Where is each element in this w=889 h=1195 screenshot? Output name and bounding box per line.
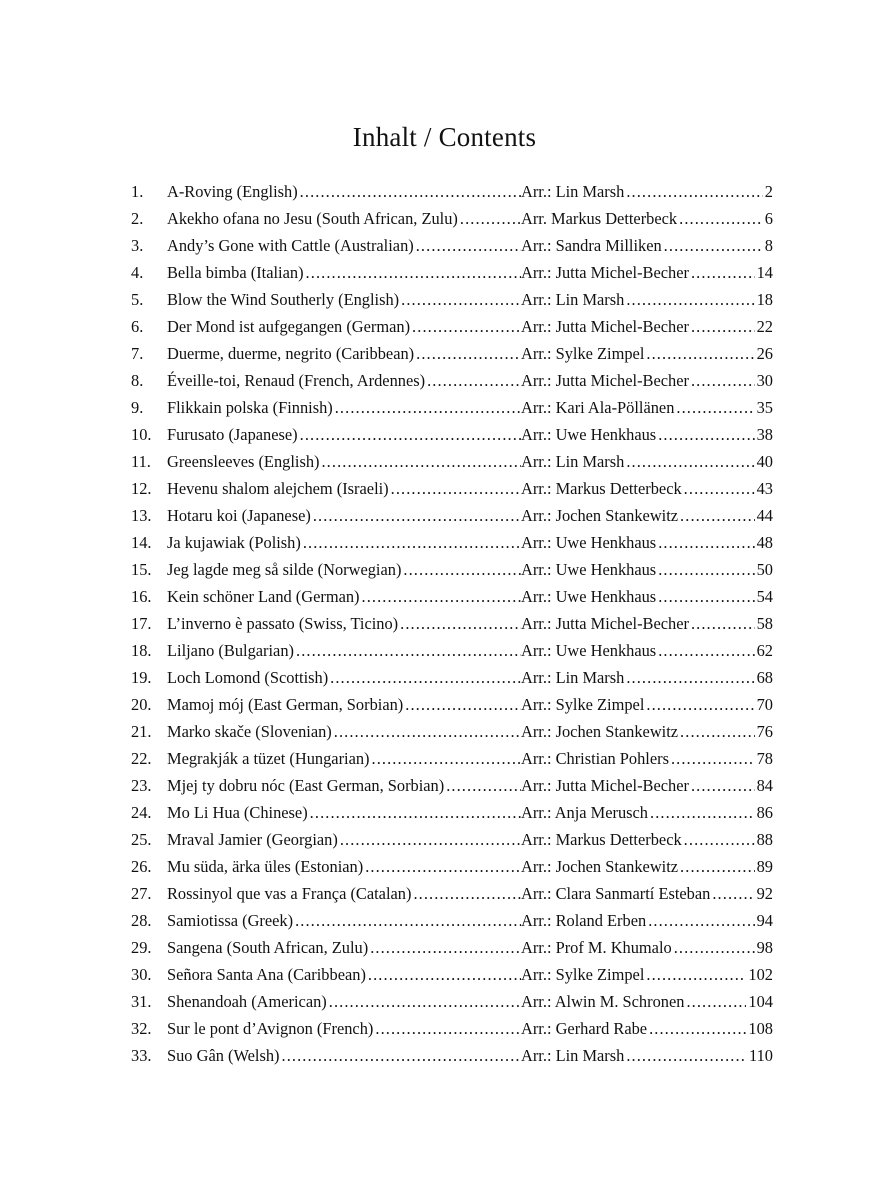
entry-song-cell <box>167 934 521 961</box>
entry-arranger-cell <box>521 961 773 988</box>
leader-dots <box>401 286 521 313</box>
entry-page-number: 86 <box>756 803 773 822</box>
entry-number: 22. <box>131 749 152 768</box>
entry-page-number: 92 <box>756 884 773 903</box>
entry-arranger: Arr.: Jutta Michel-Becher <box>521 259 691 286</box>
toc-entry <box>131 826 773 853</box>
entry-number: 14. <box>131 533 152 552</box>
entry-number: 3. <box>131 236 144 255</box>
entry-arranger-cell <box>521 718 773 745</box>
entry-song-cell <box>167 313 521 340</box>
entry-song-title: Der Mond ist aufgegangen (German) <box>167 313 412 340</box>
entry-arranger: Arr.: Markus Detterbeck <box>521 826 684 853</box>
entry-arranger-cell <box>521 502 773 529</box>
entry-arranger-cell <box>521 772 773 799</box>
entry-song-cell <box>167 880 521 907</box>
entry-song-title: Mo Li Hua (Chinese) <box>167 799 310 826</box>
entry-arranger: Arr.: Kari Ala-Pöllänen <box>521 394 676 421</box>
entry-number: 21. <box>131 722 152 741</box>
leader-dots <box>664 232 763 259</box>
entry-arranger-cell <box>521 313 773 340</box>
entry-song-cell <box>167 826 521 853</box>
entry-number: 33. <box>131 1046 152 1065</box>
entry-number: 24. <box>131 803 152 822</box>
leader-dots <box>340 826 521 853</box>
leader-dots <box>306 259 521 286</box>
entry-arranger-cell <box>521 799 773 826</box>
entry-song-cell <box>167 745 521 772</box>
entry-song-cell <box>167 907 521 934</box>
leader-dots <box>680 718 755 745</box>
entry-song-cell <box>167 583 521 610</box>
toc-entry <box>131 367 773 394</box>
toc-entry <box>131 556 773 583</box>
entry-page-number: 2 <box>764 182 773 201</box>
entry-arranger: Arr.: Jutta Michel-Becher <box>521 313 691 340</box>
toc-entry <box>131 286 773 313</box>
toc-entry <box>131 529 773 556</box>
entry-arranger: Arr.: Sandra Milliken <box>521 232 664 259</box>
toc-entry <box>131 853 773 880</box>
leader-dots <box>375 1015 521 1042</box>
entry-number: 30. <box>131 965 152 984</box>
entry-arranger: Arr.: Uwe Henkhaus <box>521 637 658 664</box>
leader-dots <box>671 745 755 772</box>
leader-dots <box>691 367 755 394</box>
entry-arranger: Arr.: Sylke Zimpel <box>521 961 646 988</box>
entry-arranger: Arr.: Uwe Henkhaus <box>521 529 658 556</box>
entry-song-title: Mamoj mój (East German, Sorbian) <box>167 691 405 718</box>
leader-dots <box>674 934 755 961</box>
leader-dots <box>403 556 521 583</box>
leader-dots <box>295 907 521 934</box>
toc-entry <box>131 799 773 826</box>
entry-arranger: Arr. Markus Detterbeck <box>521 205 679 232</box>
leader-dots <box>650 799 755 826</box>
leader-dots <box>282 1042 522 1069</box>
entry-page-number: 26 <box>756 344 773 363</box>
leader-dots <box>649 1015 746 1042</box>
entry-song-title: Bella bimba (Italian) <box>167 259 306 286</box>
entry-song-cell <box>167 799 521 826</box>
entry-number: 31. <box>131 992 152 1011</box>
leader-dots <box>680 502 755 529</box>
entry-song-title: Marko skače (Slovenian) <box>167 718 334 745</box>
entry-page-number: 58 <box>756 614 773 633</box>
toc-entry <box>131 745 773 772</box>
entry-song-cell <box>167 178 521 205</box>
leader-dots <box>321 448 521 475</box>
entry-number: 18. <box>131 641 152 660</box>
leader-dots <box>691 259 755 286</box>
toc-entry <box>131 583 773 610</box>
entry-number: 15. <box>131 560 152 579</box>
entry-page-number: 68 <box>756 668 773 687</box>
leader-dots <box>427 367 521 394</box>
entry-song-title: Akekho ofana no Jesu (South African, Zulu) <box>167 205 460 232</box>
entry-number: 16. <box>131 587 152 606</box>
leader-dots <box>646 340 754 367</box>
entry-number: 4. <box>131 263 144 282</box>
entry-page-number: 70 <box>756 695 773 714</box>
entry-song-cell <box>167 448 521 475</box>
entry-arranger-cell <box>521 637 773 664</box>
entry-arranger: Arr.: Lin Marsh <box>521 448 626 475</box>
leader-dots <box>400 610 521 637</box>
entry-song-title: Señora Santa Ana (Caribbean) <box>167 961 368 988</box>
entry-number: 5. <box>131 290 144 309</box>
entry-page-number: 50 <box>756 560 773 579</box>
leader-dots <box>686 988 746 1015</box>
entry-song-title: Kein schöner Land (German) <box>167 583 362 610</box>
entry-song-cell <box>167 1042 521 1069</box>
leader-dots <box>300 421 521 448</box>
entry-song-cell <box>167 367 521 394</box>
leader-dots <box>296 637 521 664</box>
entry-arranger-cell <box>521 529 773 556</box>
entry-song-cell <box>167 1015 521 1042</box>
entry-arranger: Arr.: Sylke Zimpel <box>521 340 646 367</box>
entry-page-number: 6 <box>764 209 773 228</box>
leader-dots <box>646 691 754 718</box>
entry-song-title: Duerme, duerme, negrito (Caribbean) <box>167 340 416 367</box>
entry-arranger-cell <box>521 556 773 583</box>
entry-page-number: 22 <box>756 317 773 336</box>
leader-dots <box>310 799 521 826</box>
entry-arranger-cell <box>521 853 773 880</box>
leader-dots <box>626 178 762 205</box>
entry-song-cell <box>167 502 521 529</box>
entry-number: 13. <box>131 506 152 525</box>
entry-song-title: Mu süda, ärka üles (Estonian) <box>167 853 365 880</box>
entry-arranger-cell <box>521 178 773 205</box>
entry-number: 23. <box>131 776 152 795</box>
toc-entry <box>131 340 773 367</box>
leader-dots <box>658 637 754 664</box>
entry-arranger: Arr.: Christian Pohlers <box>521 745 671 772</box>
entry-song-cell <box>167 853 521 880</box>
entry-arranger: Arr.: Prof M. Khumalo <box>521 934 674 961</box>
entry-arranger-cell <box>521 367 773 394</box>
leader-dots <box>679 205 763 232</box>
entry-song-title: Blow the Wind Southerly (English) <box>167 286 401 313</box>
entry-song-title: Furusato (Japanese) <box>167 421 300 448</box>
entry-song-cell <box>167 772 521 799</box>
entry-number: 1. <box>131 182 144 201</box>
entry-song-cell <box>167 529 521 556</box>
entry-page-number: 40 <box>756 452 773 471</box>
entry-arranger-cell <box>521 232 773 259</box>
entry-song-title: Ja kujawiak (Polish) <box>167 529 303 556</box>
entry-song-title: Megrakják a tüzet (Hungarian) <box>167 745 372 772</box>
entry-arranger: Arr.: Lin Marsh <box>521 1042 626 1069</box>
entry-song-title: Rossinyol que vas a França (Catalan) <box>167 880 413 907</box>
entry-arranger-cell <box>521 583 773 610</box>
leader-dots <box>362 583 521 610</box>
entry-arranger-cell <box>521 1042 773 1069</box>
leader-dots <box>691 313 755 340</box>
entry-song-title: L’inverno è passato (Swiss, Ticino) <box>167 610 400 637</box>
entry-arranger-cell <box>521 664 773 691</box>
leader-dots <box>391 475 521 502</box>
entry-song-cell <box>167 664 521 691</box>
entry-page-number: 89 <box>756 857 773 876</box>
entry-arranger-cell <box>521 394 773 421</box>
entry-number: 17. <box>131 614 152 633</box>
entry-song-cell <box>167 718 521 745</box>
entry-number: 20. <box>131 695 152 714</box>
toc-entry <box>131 448 773 475</box>
leader-dots <box>405 691 521 718</box>
entry-page-number: 102 <box>748 965 773 984</box>
entry-song-title: Sangena (South African, Zulu) <box>167 934 370 961</box>
entry-page-number: 35 <box>756 398 773 417</box>
entry-arranger-cell <box>521 934 773 961</box>
entry-page-number: 8 <box>764 236 773 255</box>
leader-dots <box>646 961 746 988</box>
toc-entry <box>131 664 773 691</box>
entry-number: 7. <box>131 344 144 363</box>
entry-arranger: Arr.: Uwe Henkhaus <box>521 556 658 583</box>
toc-entry <box>131 691 773 718</box>
leader-dots <box>648 907 754 934</box>
entry-number: 12. <box>131 479 152 498</box>
leader-dots <box>416 232 521 259</box>
leader-dots <box>691 610 755 637</box>
entry-arranger: Arr.: Jutta Michel-Becher <box>521 610 691 637</box>
entry-page-number: 98 <box>756 938 773 957</box>
leader-dots <box>658 421 754 448</box>
toc-entry <box>131 502 773 529</box>
toc-entry <box>131 232 773 259</box>
toc-entry <box>131 718 773 745</box>
entry-arranger: Arr.: Sylke Zimpel <box>521 691 646 718</box>
entry-song-cell <box>167 259 521 286</box>
entry-arranger-cell <box>521 826 773 853</box>
toc-entry <box>131 934 773 961</box>
entry-arranger-cell <box>521 421 773 448</box>
entry-arranger: Arr.: Lin Marsh <box>521 286 626 313</box>
entry-song-title: Éveille-toi, Renaud (French, Ardennes) <box>167 367 427 394</box>
toc-entry <box>131 961 773 988</box>
leader-dots <box>416 340 521 367</box>
entry-page-number: 54 <box>756 587 773 606</box>
entry-page-number: 76 <box>756 722 773 741</box>
leader-dots <box>684 826 755 853</box>
entry-song-cell <box>167 988 521 1015</box>
entry-number: 11. <box>131 452 151 471</box>
entry-arranger: Arr.: Clara Sanmartí Esteban <box>521 880 712 907</box>
entry-song-cell <box>167 205 521 232</box>
entry-song-title: Mraval Jamier (Georgian) <box>167 826 340 853</box>
toc-entry <box>131 259 773 286</box>
entry-arranger-cell <box>521 205 773 232</box>
entry-arranger-cell <box>521 610 773 637</box>
toc-entry <box>131 907 773 934</box>
entry-number: 10. <box>131 425 152 444</box>
entry-page-number: 78 <box>756 749 773 768</box>
entry-page-number: 48 <box>756 533 773 552</box>
entry-song-title: Jeg lagde meg så silde (Norwegian) <box>167 556 403 583</box>
entry-page-number: 88 <box>756 830 773 849</box>
entry-song-cell <box>167 340 521 367</box>
entry-arranger: Arr.: Jochen Stankewitz <box>521 718 680 745</box>
toc-entry <box>131 880 773 907</box>
entry-page-number: 84 <box>756 776 773 795</box>
entry-song-cell <box>167 286 521 313</box>
entry-arranger: Arr.: Uwe Henkhaus <box>521 421 658 448</box>
entry-number: 8. <box>131 371 144 390</box>
entry-song-cell <box>167 394 521 421</box>
entry-page-number: 108 <box>748 1019 773 1038</box>
toc-entry <box>131 394 773 421</box>
entry-arranger: Arr.: Jochen Stankewitz <box>521 853 680 880</box>
entry-song-cell <box>167 232 521 259</box>
entry-page-number: 18 <box>756 290 773 309</box>
entry-song-cell <box>167 475 521 502</box>
entry-arranger: Arr.: Anja Merusch <box>521 799 650 826</box>
leader-dots <box>368 961 521 988</box>
entry-arranger-cell <box>521 988 773 1015</box>
leader-dots <box>334 718 521 745</box>
entry-number: 6. <box>131 317 144 336</box>
leader-dots <box>413 880 521 907</box>
entry-page-number: 43 <box>756 479 773 498</box>
leader-dots <box>372 745 521 772</box>
leader-dots <box>684 475 755 502</box>
entry-arranger: Arr.: Jutta Michel-Becher <box>521 367 691 394</box>
leader-dots <box>313 502 521 529</box>
entry-song-title: Mjej ty dobru nóc (East German, Sorbian) <box>167 772 446 799</box>
entry-song-title: Flikkain polska (Finnish) <box>167 394 335 421</box>
leader-dots <box>335 394 521 421</box>
toc-entry <box>131 178 773 205</box>
entry-song-title: Loch Lomond (Scottish) <box>167 664 330 691</box>
entry-song-cell <box>167 610 521 637</box>
entry-page-number: 30 <box>756 371 773 390</box>
entry-song-title: Liljano (Bulgarian) <box>167 637 296 664</box>
entry-song-cell <box>167 961 521 988</box>
entry-song-cell <box>167 556 521 583</box>
entry-number: 25. <box>131 830 152 849</box>
entry-number: 32. <box>131 1019 152 1038</box>
entry-arranger-cell <box>521 880 773 907</box>
entry-arranger-cell <box>521 286 773 313</box>
leader-dots <box>303 529 521 556</box>
entry-number: 19. <box>131 668 152 687</box>
table-of-contents <box>131 178 773 1069</box>
entry-arranger-cell <box>521 1015 773 1042</box>
leader-dots <box>370 934 521 961</box>
entry-page-number: 62 <box>756 641 773 660</box>
entry-arranger-cell <box>521 259 773 286</box>
entry-arranger: Arr.: Jochen Stankewitz <box>521 502 680 529</box>
entry-song-title: Hotaru koi (Japanese) <box>167 502 313 529</box>
toc-entry <box>131 1015 773 1042</box>
toc-entry <box>131 313 773 340</box>
entry-arranger: Arr.: Alwin M. Schronen <box>521 988 686 1015</box>
entry-song-title: Hevenu shalom alejchem (Israeli) <box>167 475 391 502</box>
entry-page-number: 14 <box>756 263 773 282</box>
toc-entry <box>131 637 773 664</box>
leader-dots <box>626 1042 747 1069</box>
entry-arranger: Arr.: Gerhard Rabe <box>521 1015 649 1042</box>
entry-arranger: Arr.: Roland Erben <box>521 907 648 934</box>
entry-number: 9. <box>131 398 144 417</box>
entry-arranger: Arr.: Uwe Henkhaus <box>521 583 658 610</box>
leader-dots <box>626 286 754 313</box>
leader-dots <box>658 556 754 583</box>
entry-arranger: Arr.: Markus Detterbeck <box>521 475 684 502</box>
entry-number: 2. <box>131 209 144 228</box>
entry-arranger: Arr.: Jutta Michel-Becher <box>521 772 691 799</box>
entry-song-title: A-Roving (English) <box>167 178 300 205</box>
entry-song-title: Andy’s Gone with Cattle (Australian) <box>167 232 416 259</box>
leader-dots <box>712 880 754 907</box>
entry-arranger-cell <box>521 448 773 475</box>
entry-song-cell <box>167 637 521 664</box>
entry-song-title: Shenandoah (American) <box>167 988 329 1015</box>
entry-page-number: 94 <box>756 911 773 930</box>
entry-arranger-cell <box>521 907 773 934</box>
entry-page-number: 104 <box>748 992 773 1011</box>
toc-entry <box>131 475 773 502</box>
entry-arranger: Arr.: Lin Marsh <box>521 178 626 205</box>
leader-dots <box>691 772 755 799</box>
toc-entry <box>131 772 773 799</box>
entry-arranger-cell <box>521 745 773 772</box>
entry-song-title: Samiotissa (Greek) <box>167 907 295 934</box>
entry-page-number: 38 <box>756 425 773 444</box>
page-title: Inhalt / Contents <box>352 122 537 152</box>
leader-dots <box>658 529 754 556</box>
toc-entry <box>131 610 773 637</box>
leader-dots <box>676 394 754 421</box>
entry-number: 26. <box>131 857 152 876</box>
leader-dots <box>658 583 754 610</box>
leader-dots <box>446 772 521 799</box>
entry-song-cell <box>167 421 521 448</box>
toc-entry <box>131 988 773 1015</box>
leader-dots <box>460 205 521 232</box>
entry-arranger-cell <box>521 340 773 367</box>
entry-song-title: Greensleeves (English) <box>167 448 321 475</box>
entry-song-cell <box>167 691 521 718</box>
leader-dots <box>329 988 521 1015</box>
entry-number: 27. <box>131 884 152 903</box>
leader-dots <box>330 664 521 691</box>
leader-dots <box>680 853 755 880</box>
leader-dots <box>626 664 754 691</box>
entry-arranger-cell <box>521 475 773 502</box>
toc-entry <box>131 421 773 448</box>
entry-number: 28. <box>131 911 152 930</box>
leader-dots <box>626 448 754 475</box>
entry-page-number: 44 <box>756 506 773 525</box>
leader-dots <box>365 853 521 880</box>
entry-number: 29. <box>131 938 152 957</box>
leader-dots <box>300 178 521 205</box>
leader-dots <box>412 313 521 340</box>
entry-song-title: Suo Gân (Welsh) <box>167 1042 282 1069</box>
entry-arranger: Arr.: Lin Marsh <box>521 664 626 691</box>
entry-song-title: Sur le pont d’Avignon (French) <box>167 1015 375 1042</box>
entry-page-number: 110 <box>749 1046 773 1065</box>
entry-arranger-cell <box>521 691 773 718</box>
toc-entry <box>131 1042 773 1069</box>
toc-entry <box>131 205 773 232</box>
